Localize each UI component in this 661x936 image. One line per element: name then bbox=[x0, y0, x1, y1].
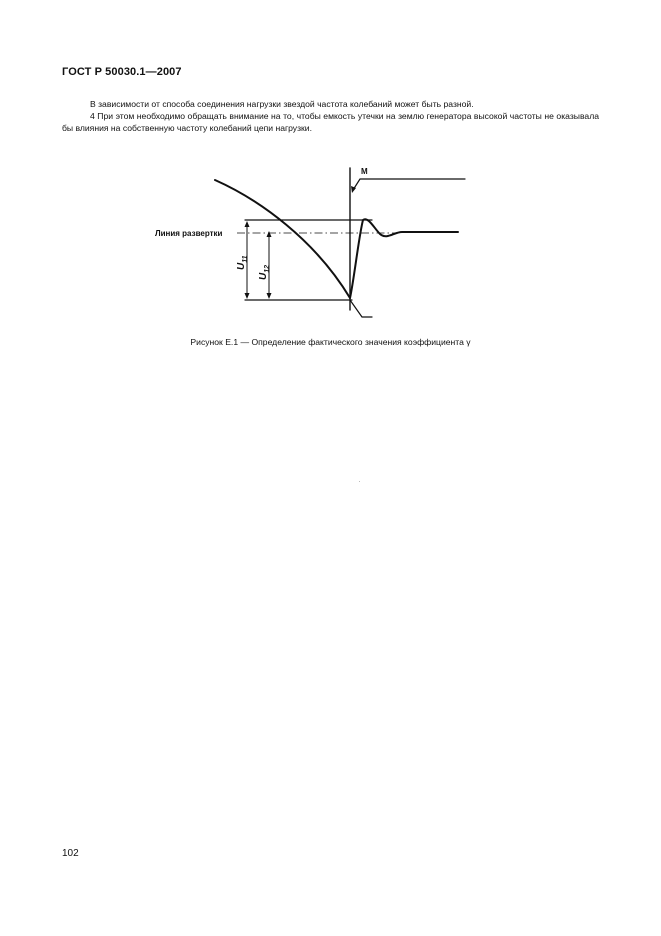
sweep-line-label: Линия развертки bbox=[155, 229, 223, 238]
paragraph-leakage-capacitance: 4 При этом необходимо обращать внимание на то, чтобы емкость утечки на землю генератора высокой частоты не оказывала бы влияния на собственную частоту колебаний цепи нагрузки. bbox=[62, 111, 599, 133]
oscillogram-diagram bbox=[140, 160, 480, 325]
bottom-leader bbox=[350, 300, 372, 317]
arrow-u11-top bbox=[245, 221, 250, 227]
decay-curve bbox=[215, 180, 350, 298]
label-m-leader bbox=[353, 179, 465, 190]
figure-caption: Рисунок Е.1 — Определение фактического значения коэффициента γ bbox=[190, 337, 471, 347]
arrow-u12-top bbox=[267, 231, 272, 237]
document-header: ГОСТ Р 50030.1—2007 bbox=[62, 66, 182, 78]
waveform-curve bbox=[350, 219, 458, 298]
scan-speck bbox=[359, 481, 360, 482]
paragraph-frequency: В зависимости от способа соединения нагрузки звездой частота колебаний может быть разной. bbox=[90, 99, 474, 109]
svg-text:U12: $U_{12}$ bbox=[258, 264, 271, 280]
arrow-u11-bottom bbox=[245, 293, 250, 299]
page-number: 102 bbox=[62, 848, 79, 859]
figure-e1 bbox=[140, 160, 480, 325]
arrow-u12-bottom bbox=[267, 293, 272, 299]
svg-text:U11: $U_{11}$ bbox=[236, 255, 249, 270]
label-m: M bbox=[361, 167, 368, 176]
